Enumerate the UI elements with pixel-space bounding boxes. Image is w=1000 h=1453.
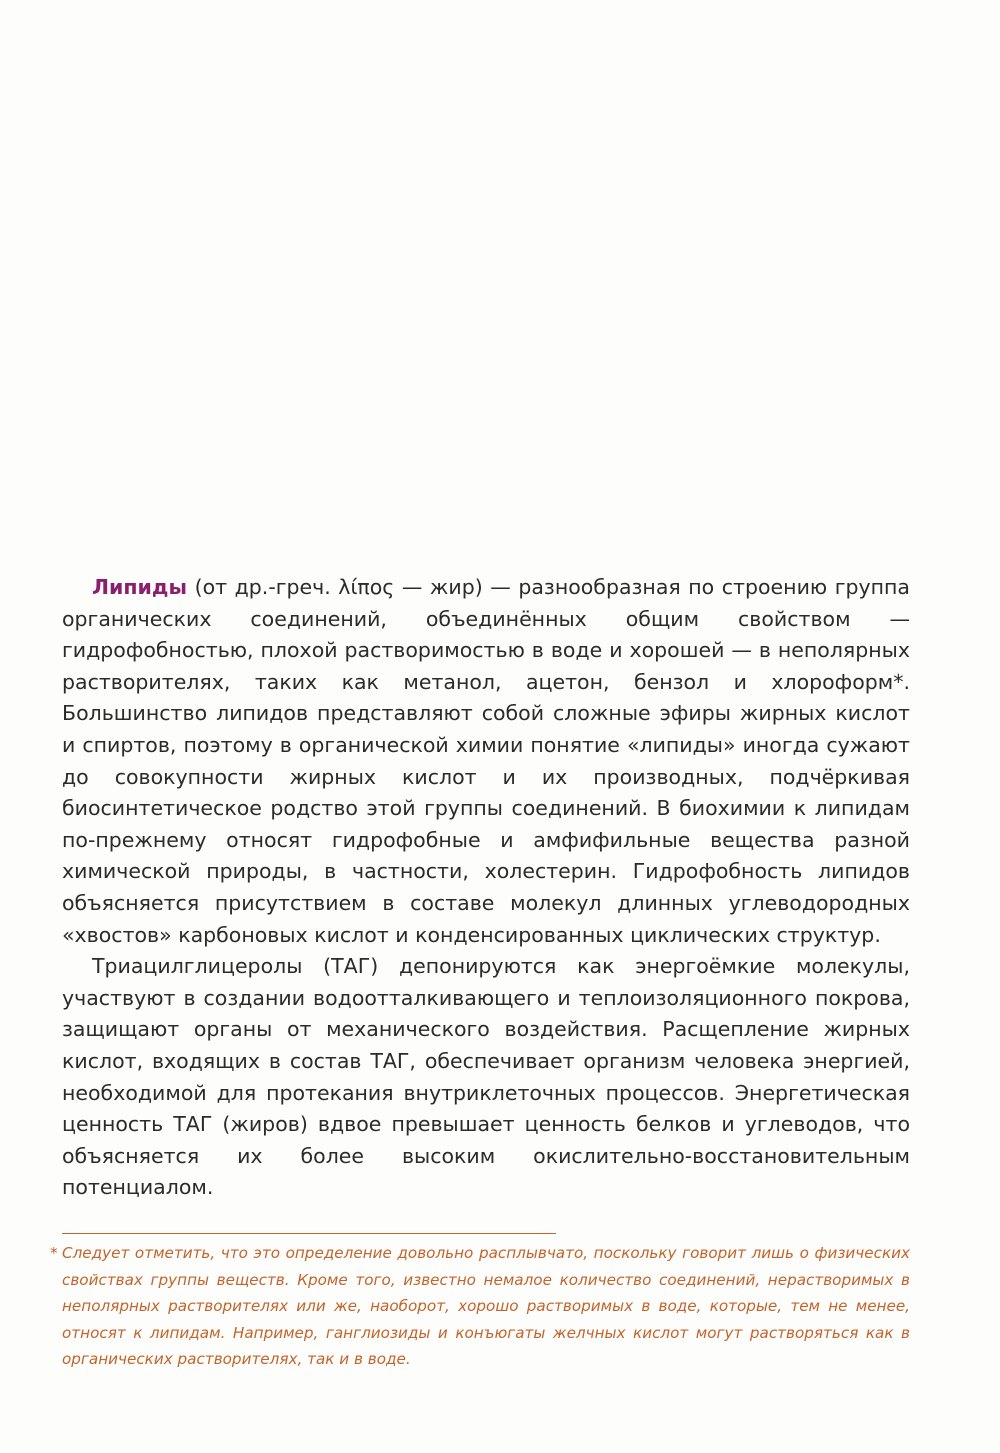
footnote-marker: * (50, 1244, 58, 1262)
paragraph-1-body: (от др.-греч. λίπος — жир) — разнообразная по строению группа органических соединений, объединённых общим свойством — гидрофобностью, плохой растворимостью в воде и хорошей — в неполярных растворителях, таких как метанол, ацетон, бензол и хлороформ*. Большинство липидов представляют собой сложные эфиры жирных кислот и спиртов, поэтому в органической химии понятие «липиды» иногда сужают до совокупности жирных кислот и их производных, подчёркивая биосинтетическое родство этой группы соединений. В биохимии к липидам по-прежнему относят гидрофобные и амфифильные вещества разной химической природы, в частности, холестерин. Гидрофобность липидов объясняется присутствием в составе молекул длинных углеводородных «хвостов» карбоновых кислот и конденсированных циклических структур. (62, 575, 910, 947)
footnote (50, 1240, 910, 1373)
term-lipids: Липиды (92, 575, 188, 599)
main-text (62, 572, 910, 1204)
footnote-text: Следует отметить, что это определение довольно расплывчато, поскольку говорит лишь о физических свойствах группы веществ. Кроме того, известно немалое количество соединений, нерастворимых в неполярных растворителях или же, наоборот, хорошо растворимых в воде, которые, тем не менее, относят к липидам. Например, ганглиозиды и конъюгаты желчных кислот могут растворяться как в органических растворителях, так и в воде. (62, 1244, 910, 1369)
footnote-divider (62, 1233, 556, 1234)
paragraph-triacylglycerols: Триацилглицеролы (ТАГ) депонируются как энергоёмкие молекулы, участвуют в создании водоотталкивающего и теплоизоляционного покрова, защищают органы от механического воздействия. Расщепление жирных кислот, входящих в состав ТАГ, обеспечивает организм человека энергией, необходимой для протекания внутриклеточных процессов. Энергетическая ценность ТАГ (жиров) вдвое превышает ценность белков и углеводов, что объясняется их более высоким окислительно-восстановительным потенциалом. (62, 954, 910, 1200)
paragraph-lipids-definition (62, 572, 910, 951)
